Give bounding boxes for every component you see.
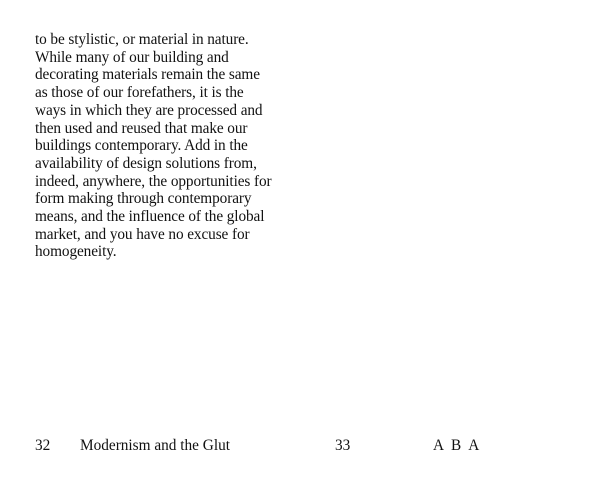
body-line: buildings contemporary. Add in the xyxy=(35,137,248,155)
body-line: indeed, anywhere, the opportunities for xyxy=(35,172,272,190)
body-line: form making through contemporary xyxy=(35,190,252,208)
body-line: as those of our forefathers, it is the xyxy=(35,84,244,102)
body-line: ways in which they are processed and xyxy=(35,101,263,119)
body-line: decorating materials remain the same xyxy=(35,66,260,84)
body-line: to be stylistic, or material in nature. xyxy=(35,31,249,48)
body-line: then used and reused that make our xyxy=(35,119,248,137)
body-line: homogeneity. xyxy=(35,243,117,261)
body-line: means, and the influence of the global xyxy=(35,208,265,226)
left-page-number: 32 xyxy=(35,437,51,454)
left-running-title: Modernism and the Glut xyxy=(80,437,230,454)
right-page-number: 33 xyxy=(335,437,351,454)
body-paragraph xyxy=(35,31,285,261)
body-line: While many of our building and xyxy=(35,48,229,66)
body-line: market, and you have no excuse for xyxy=(35,225,250,243)
right-running-title: A B A xyxy=(433,437,482,454)
body-line: availability of design solutions from, xyxy=(35,154,257,172)
